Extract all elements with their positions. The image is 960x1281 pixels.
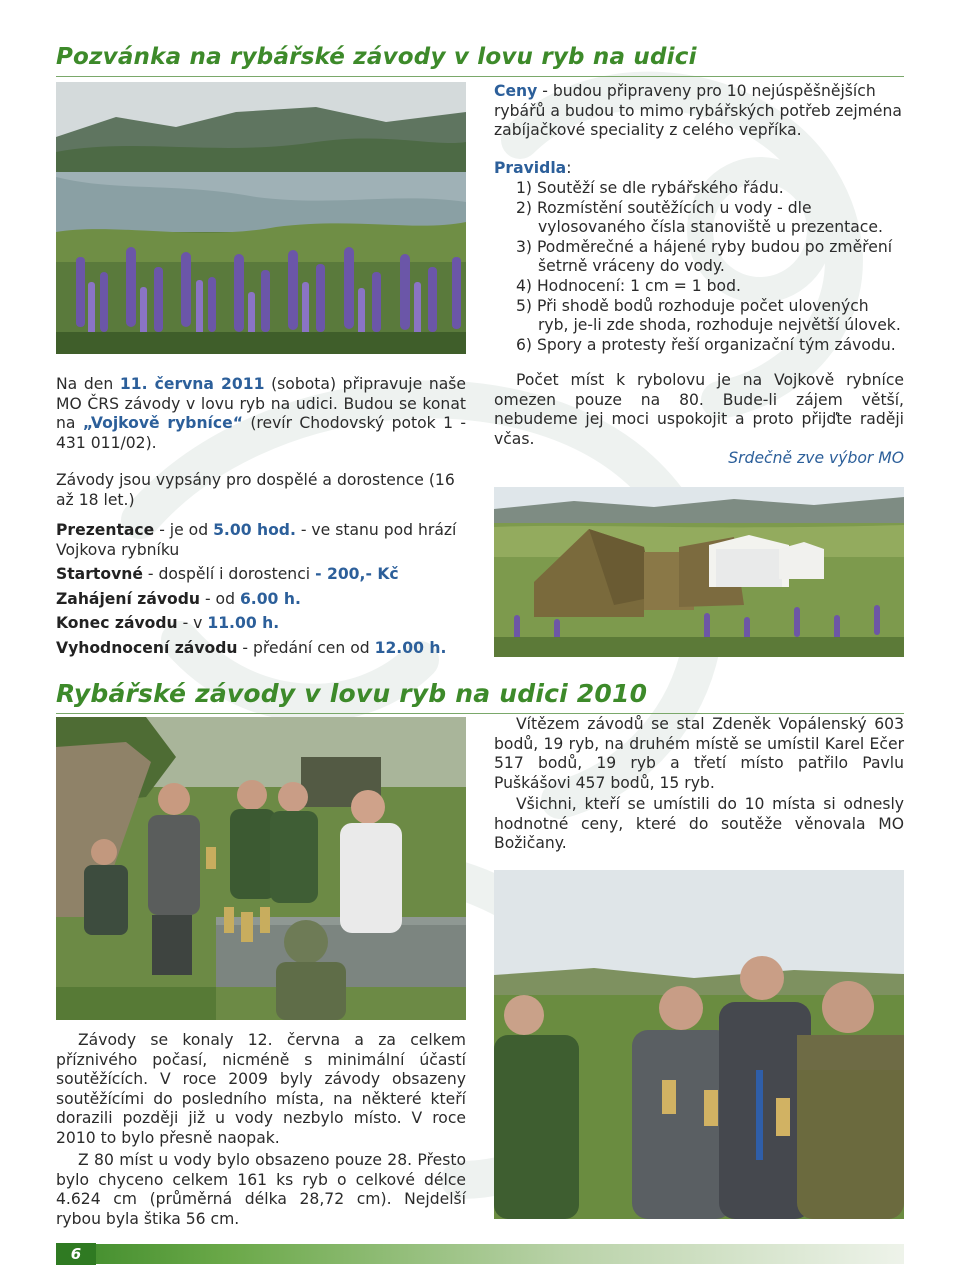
rules-item: 1) Soutěží se dle rybářského řádu. <box>516 179 784 197</box>
schedule-text: - od <box>200 589 240 608</box>
schedule-time: 5.00 hod. <box>213 521 296 539</box>
heading-rule <box>56 76 904 77</box>
schedule-price: - 200,- Kč <box>315 565 399 584</box>
schedule-label: Zahájení závodu <box>56 589 200 608</box>
schedule-time: 6.00 h. <box>239 589 301 608</box>
schedule-evaluation <box>56 639 476 659</box>
schedule-text: - ve stanu pod hrází Vojkova rybníku <box>56 521 457 559</box>
intro-text: (sobota) připravuje naše MO ČRS závody v lovu ryb na udici. Budou se konat na <box>56 375 467 433</box>
schedule-label: Vyhodnocení závodu <box>56 638 238 657</box>
intro-paragraph <box>56 375 466 453</box>
event-date: 11. června 2011 <box>119 375 265 393</box>
rules-colon: : <box>566 159 572 177</box>
schedule-label: Startovné <box>56 565 143 584</box>
lake-lupins-photo <box>56 82 466 354</box>
schedule-label: Konec závodu <box>56 614 178 633</box>
schedule-registration <box>56 521 476 560</box>
schedule-label: Prezentace <box>56 521 155 539</box>
winners-paragraph: Vítězem závodů se stal Zdeněk Vopálenský 603 bodů, 19 ryb, na druhém místě se umístil Karel Ečer 517 bodů, 19 ryb a třetí místo patřilo Pavlu Puškášovi 457 bodů, 15 ryb. <box>494 715 904 792</box>
rules-label: Pravidla <box>494 159 567 177</box>
intro-text: Na den <box>56 375 120 393</box>
event-place: „Vojkově rybníce“ <box>82 414 243 433</box>
rules-item: 6) Spory a protesty řeší organizační tým závodu. <box>516 335 896 354</box>
schedule-text: - dospělí i dorostenci <box>142 565 316 584</box>
rules-list <box>494 179 904 355</box>
schedule-text: - je od <box>154 521 214 539</box>
prizes-paragraph <box>494 82 904 141</box>
rules-heading <box>494 159 904 179</box>
report-paragraph-1: Závody se konaly 12. června a za celkem příznivého počasí, nicméně s minimální účastí soutěžících. V roce 2009 byly závody obsazeny soutěžícími do posledního místa, na některé kteří dorazili později již u vody nezbylo místo. V roce 2010 to bylo přesně naopak. <box>56 1031 466 1147</box>
results-heading: Rybářské závody v lovu ryb na udici 2010 <box>56 679 648 708</box>
schedule-time: 11.00 h. <box>207 614 280 633</box>
age-paragraph: Závody jsou vypsány pro dospělé a dorostence (16 až 18 let.) <box>56 471 455 509</box>
prizes-label: Ceny <box>494 82 538 100</box>
schedule-end <box>56 614 476 634</box>
schedule-text: - předání cen od <box>237 638 375 657</box>
invitation-heading: Pozvánka na rybářské závody v lovu ryb na udici <box>56 44 697 70</box>
schedule <box>56 521 476 659</box>
award-ceremony-photo <box>56 717 466 1020</box>
rules-item: 5) Při shodě bodů rozhoduje počet ulovených ryb, je-li zde shoda, rozhoduje největší úlovek. <box>516 296 901 335</box>
capacity-paragraph: Počet míst k rybolovu je na Vojkově rybníce omezen pouze na 80. Bude-li zájem větší, nebudeme jej moci uspokojit a proto přijďte raději včas. <box>494 371 904 448</box>
signature: Srdečně zve výbor MO <box>728 449 904 467</box>
sponsors-paragraph: Všichni, kteří se umístili do 10 místa si odnesly hodnotné ceny, které do soutěže věnovala MO Božičany. <box>494 795 904 853</box>
footer-bar <box>56 1244 904 1264</box>
rules-item: 2) Rozmístění soutěžících u vody - dle vylosovaného čísla stanoviště u prezentace. <box>516 198 883 237</box>
prizes-text: - budou připraveny pro 10 nejúspěšnějších rybářů a budou to mimo rybářských potřeb zejména zabíjačkové speciality z celého vepříka. <box>494 82 902 140</box>
schedule-entry-fee <box>56 565 476 585</box>
schedule-start <box>56 590 476 610</box>
intro-text: (revír Chodovský potok 1 - 431 011/02). <box>56 414 466 452</box>
rules-item: 4) Hodnocení: 1 cm = 1 bod. <box>516 276 741 295</box>
rules-item: 3) Podměrečné a hájené ryby budou po změření šetrně vráceny do vody. <box>516 237 893 276</box>
heading-rule <box>56 713 904 714</box>
page-number: 6 <box>70 1245 82 1263</box>
winners-trophies-photo <box>494 870 904 1219</box>
tents-meadow-photo <box>494 487 904 657</box>
report-paragraph-2: Z 80 míst u vody bylo obsazeno pouze 28. Přesto bylo chyceno celkem 161 ks ryb o celkové délce 4.624 cm (průměrná délka 28,72 cm). Nejdelší rybou byla štika 56 cm. <box>56 1151 466 1228</box>
schedule-time: 12.00 h. <box>374 638 447 657</box>
schedule-text: - v <box>177 614 208 633</box>
